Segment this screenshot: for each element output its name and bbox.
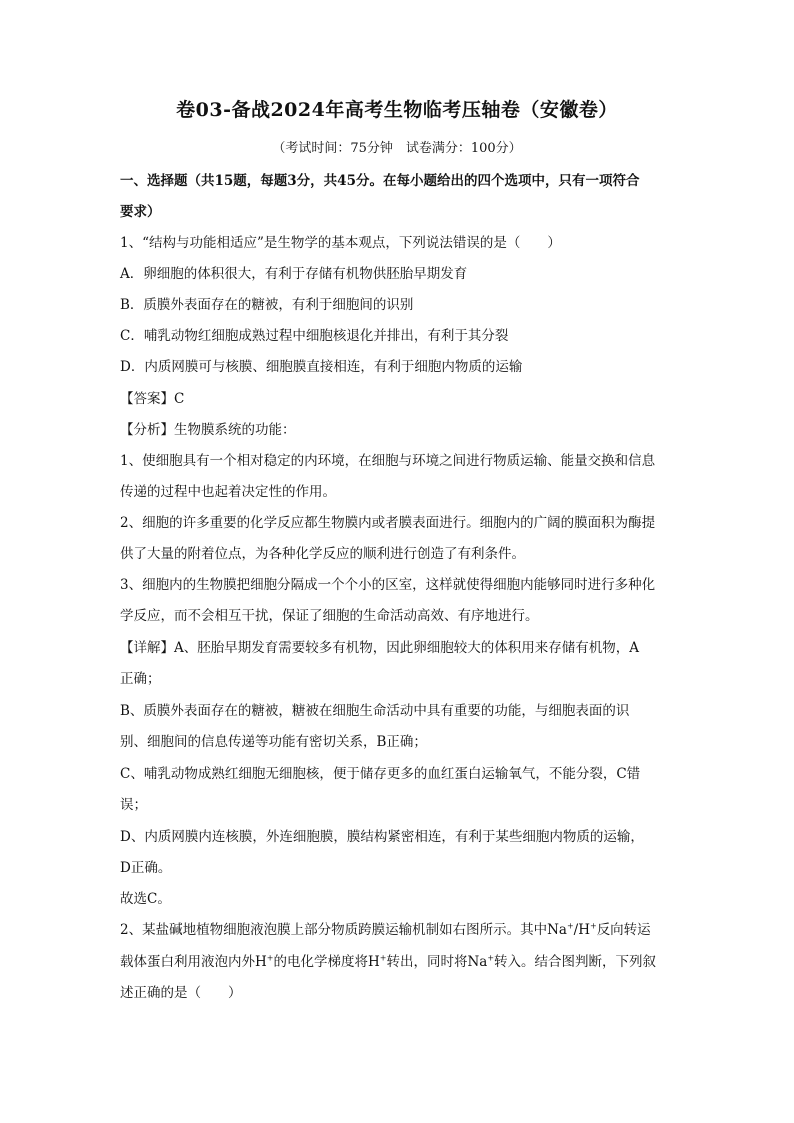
analysis-line: 学反应，而不会相互干扰，保证了细胞的生命活动高效、有序地进行。 [120,608,539,624]
analysis-line: 供了大量的附着位点，为各种化学反应的顺利进行创造了有利条件。 [120,546,525,562]
detail-line: 故选C。 [120,891,171,907]
question-1-answer: 【答案】C [120,391,185,407]
question-2-stem-line3: 述正确的是（ ） [120,985,242,1001]
detail-line: B、质膜外表面存在的糖被，糖被在细胞生命活动中具有重要的功能，与细胞表面的识 [120,703,630,719]
question-1-option-a: A．卵细胞的体积很大，有利于存储有机物供胚胎早期发育 [120,266,468,282]
detail-line: 【详解】A、胚胎早期发育需要较多有机物，因此卵细胞较大的体积用来存储有机物，A [120,640,639,656]
question-1-stem: 1、“结构与功能相适应”是生物学的基本观点，下列说法错误的是（ ） [120,235,561,251]
detail-line: 别、细胞间的信息传递等功能有密切关系，B正确； [120,734,427,750]
detail-line: 误； [120,797,147,813]
section-heading-line2: 要求） [120,204,161,220]
analysis-line: 传递的过程中也起着决定性的作用。 [120,484,336,500]
analysis-line: 1、使细胞具有一个相对稳定的内环境，在细胞与环境之间进行物质运输、能量交换和信息 [120,453,656,469]
detail-line: C、哺乳动物成熟红细胞无细胞核，便于储存更多的血红蛋白运输氧气，不能分裂，C错 [120,766,641,782]
exam-info: （考试时间：75分钟 试卷满分：100分） [272,141,522,156]
section-heading-line1: 一、选择题（共15题，每题3分，共45分。在每小题给出的四个选项中，只有一项符合 [120,173,640,189]
question-2-stem-line1: 2、某盐碱地植物细胞液泡膜上部分物质跨膜运输机制如右图所示。其中Na+/H+反向转运 [120,921,651,938]
question-2-stem-line2: 载体蛋白利用液泡内外H+的电化学梯度将H+转出，同时将Na+转入。结合图判断，下列叙 [120,953,657,970]
question-1-option-b: B．质膜外表面存在的糖被，有利于细胞间的识别 [120,297,414,313]
question-1-analysis-title: 【分析】生物膜系统的功能： [120,422,296,438]
question-1-option-c: C．哺乳动物红细胞成熟过程中细胞核退化并排出，有利于其分裂 [120,328,509,344]
detail-line: 正确； [120,671,161,687]
page-title: 卷03-备战2024年高考生物临考压轴卷（安徽卷） [176,99,618,121]
analysis-line: 3、细胞内的生物膜把细胞分隔成一个个小的区室，这样就使得细胞内能够同时进行多种化 [120,577,656,593]
question-1-option-d: D．内质网膜可与核膜、细胞膜直接相连，有利于细胞内物质的运输 [120,359,523,375]
analysis-line: 2、细胞的许多重要的化学反应都生物膜内或者膜表面进行。细胞内的广阔的膜面积为酶提 [120,515,656,531]
detail-line: D正确。 [120,860,172,876]
detail-line: D、内质网膜内连核膜，外连细胞膜，膜结构紧密相连，有利于某些细胞内物质的运输， [120,829,644,845]
